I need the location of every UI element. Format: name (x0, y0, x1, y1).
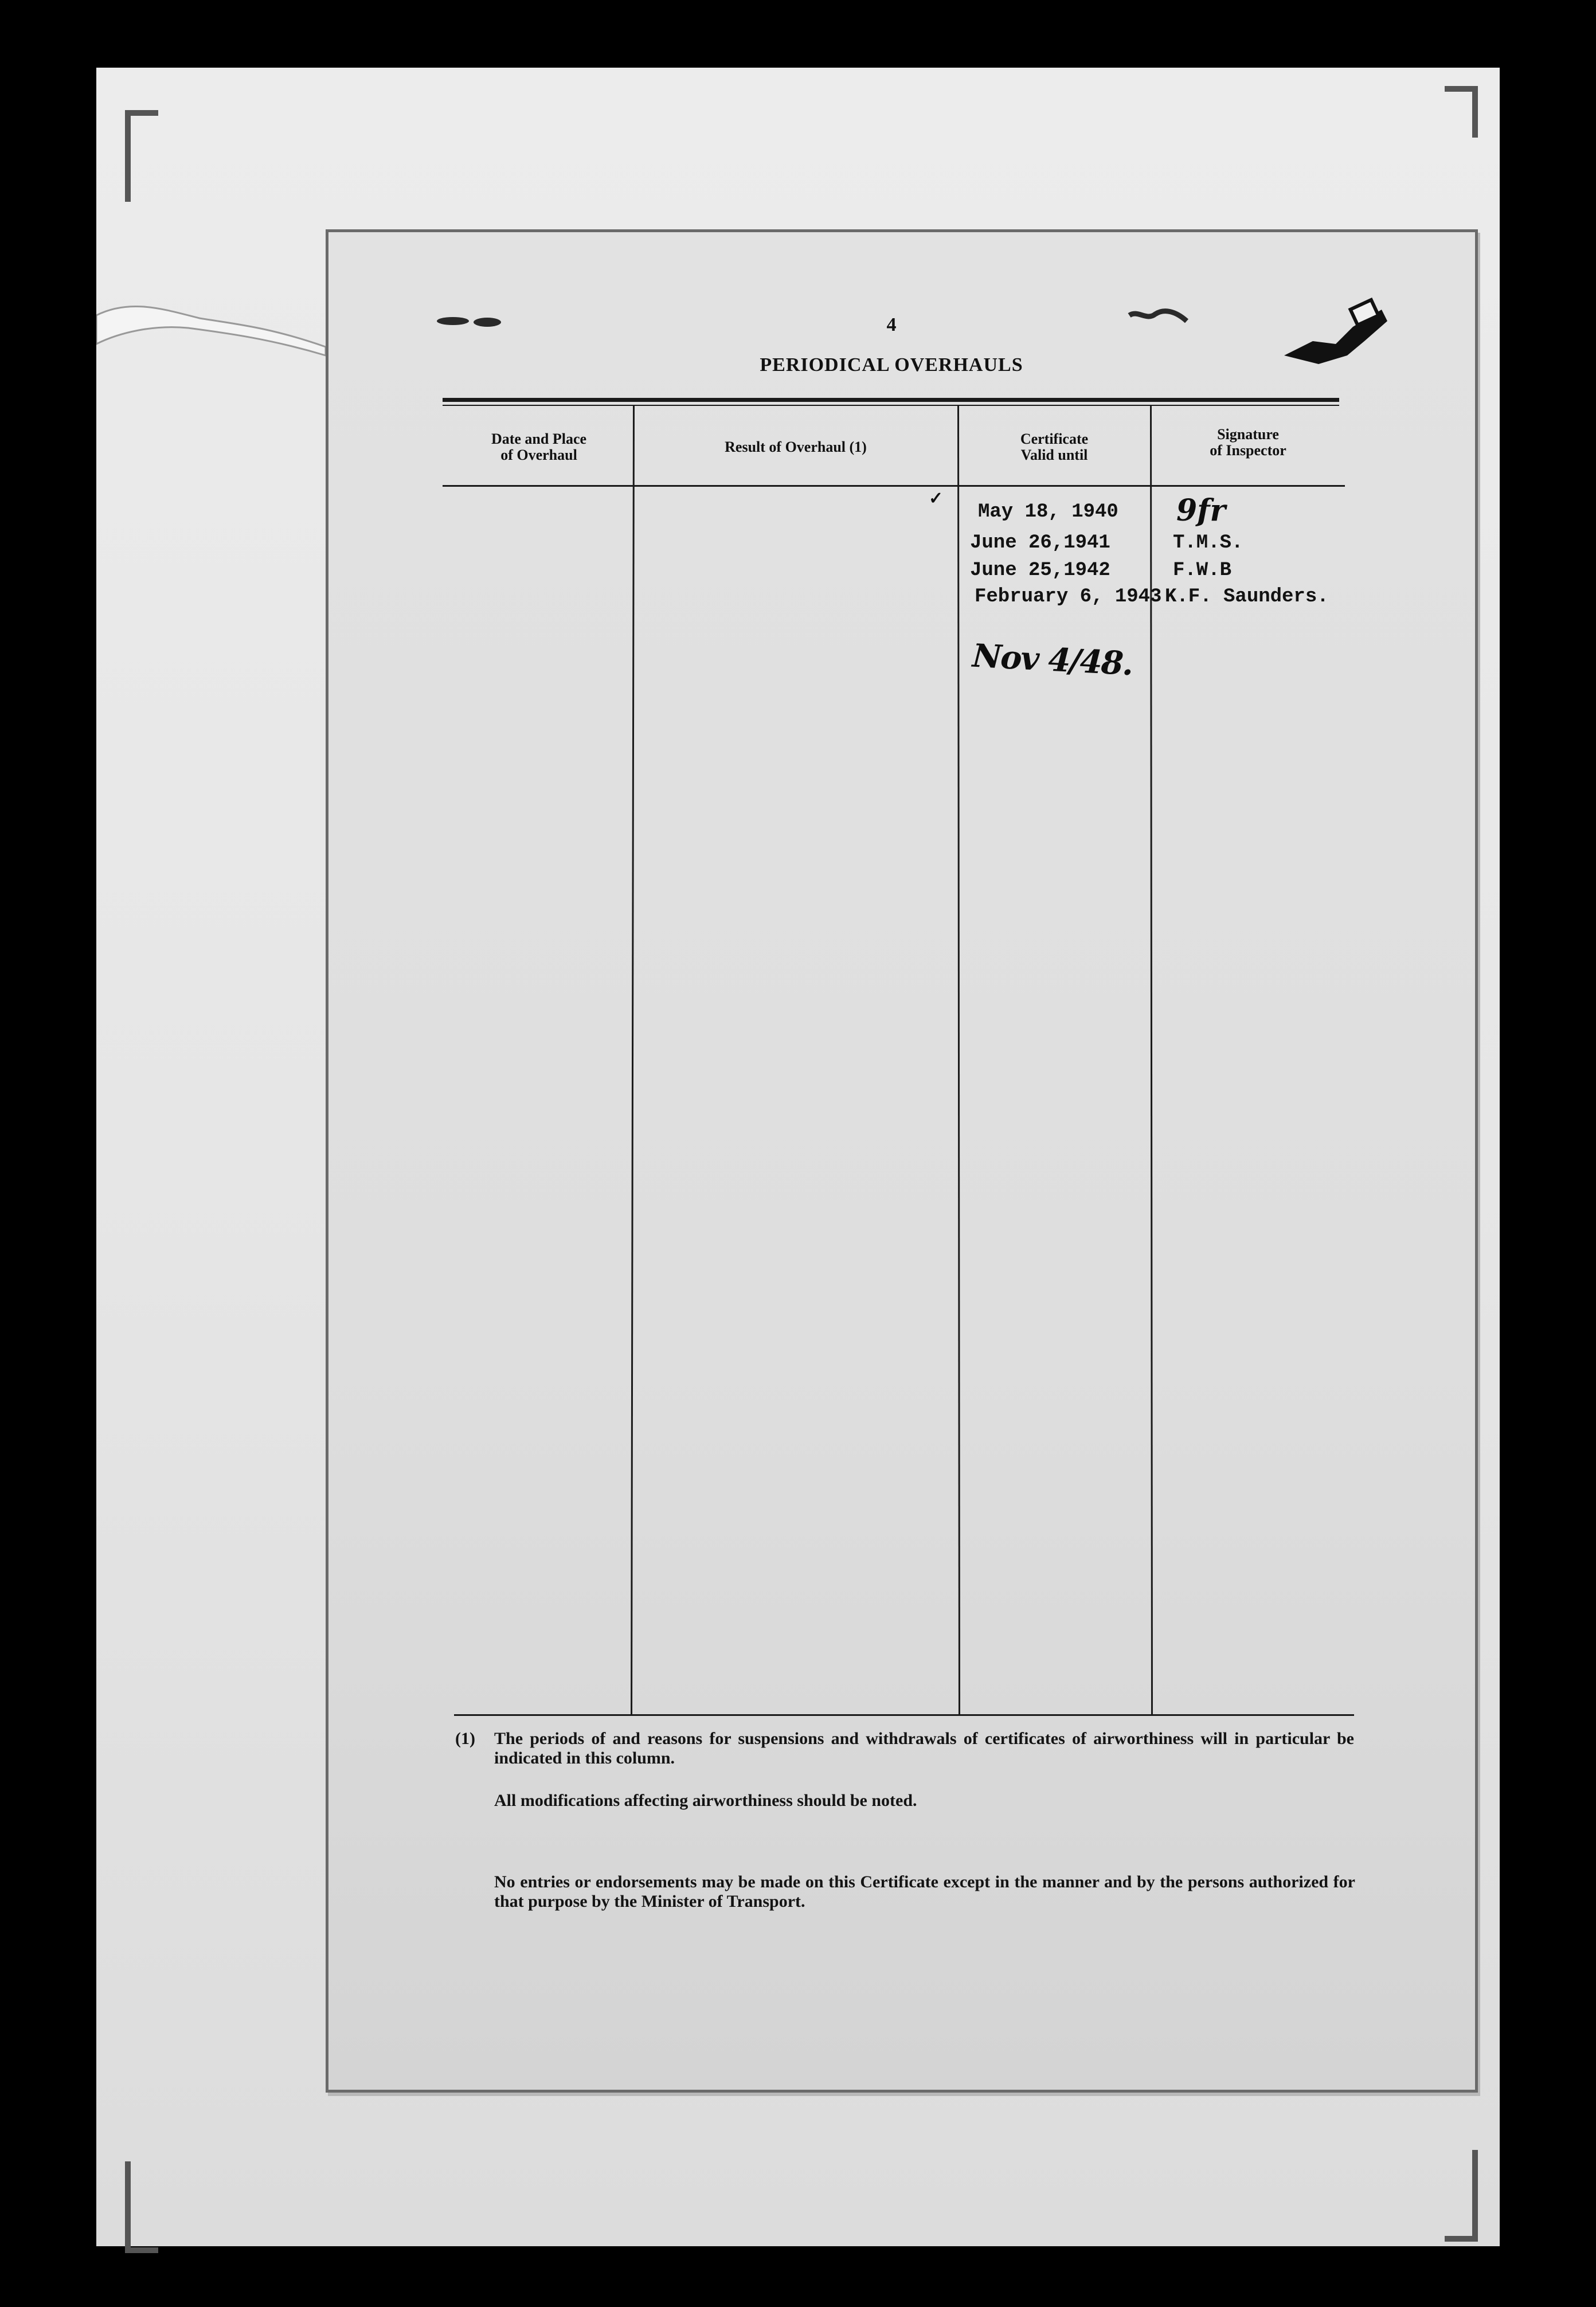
crop-mark-top-left (125, 110, 158, 202)
table-top-rule-thin (443, 405, 1339, 406)
page-title: PERIODICAL OVERHAULS (760, 354, 1023, 376)
paper-tear-mark (96, 292, 337, 361)
valid-until-entry: June 25,1942 (970, 560, 1110, 581)
inspector-entry: K.F. Saunders. (1165, 586, 1329, 608)
footnote-marker: (1) (455, 1729, 475, 1748)
punch-damage-mark (1267, 287, 1393, 373)
ink-blot-right (1124, 298, 1192, 333)
entries-notice: No entries or endorsements may be made on this Certificate except in the manner and by the persons authorized for that purpose by the Minister of Transport. (494, 1872, 1355, 1911)
crop-mark-bottom-left (125, 2161, 158, 2253)
crop-mark-bottom-right (1445, 2150, 1478, 2242)
valid-until-entry: May 18, 1940 (978, 501, 1118, 523)
table-bottom-rule (454, 1714, 1354, 1716)
crop-mark-top-right (1445, 86, 1478, 138)
modifications-note: All modifications affecting airworthiness should be noted. (494, 1791, 917, 1810)
table-top-rule (443, 398, 1339, 402)
column-header-date-place: Date and Place of Overhaul (491, 431, 587, 463)
inspector-entry: F.W.B (1173, 560, 1232, 581)
handwritten-date: Nov 4/48. (971, 636, 1133, 683)
page-number: 4 (886, 314, 897, 335)
valid-until-entry: June 26,1941 (970, 532, 1110, 554)
ink-blot-left (435, 310, 515, 333)
check-mark: ✓ (929, 488, 944, 509)
certificate-page (326, 229, 1478, 2093)
inspector-entry: T.M.S. (1173, 532, 1243, 554)
valid-until-entry: February 6, 1943 (975, 586, 1162, 608)
footnote-text: The periods of and reasons for suspensions and withdrawals of certificates of airworthiness will in particular be indicated in this column. (494, 1729, 1354, 1768)
column-header-signature: Signature of Inspector (1210, 426, 1286, 459)
table-header-rule (443, 485, 1345, 487)
column-header-valid-until: Certificate Valid until (1020, 431, 1089, 463)
column-header-result: Result of Overhaul (1) (725, 439, 867, 455)
inspector-signature-handwritten: 9fr (1176, 493, 1226, 528)
